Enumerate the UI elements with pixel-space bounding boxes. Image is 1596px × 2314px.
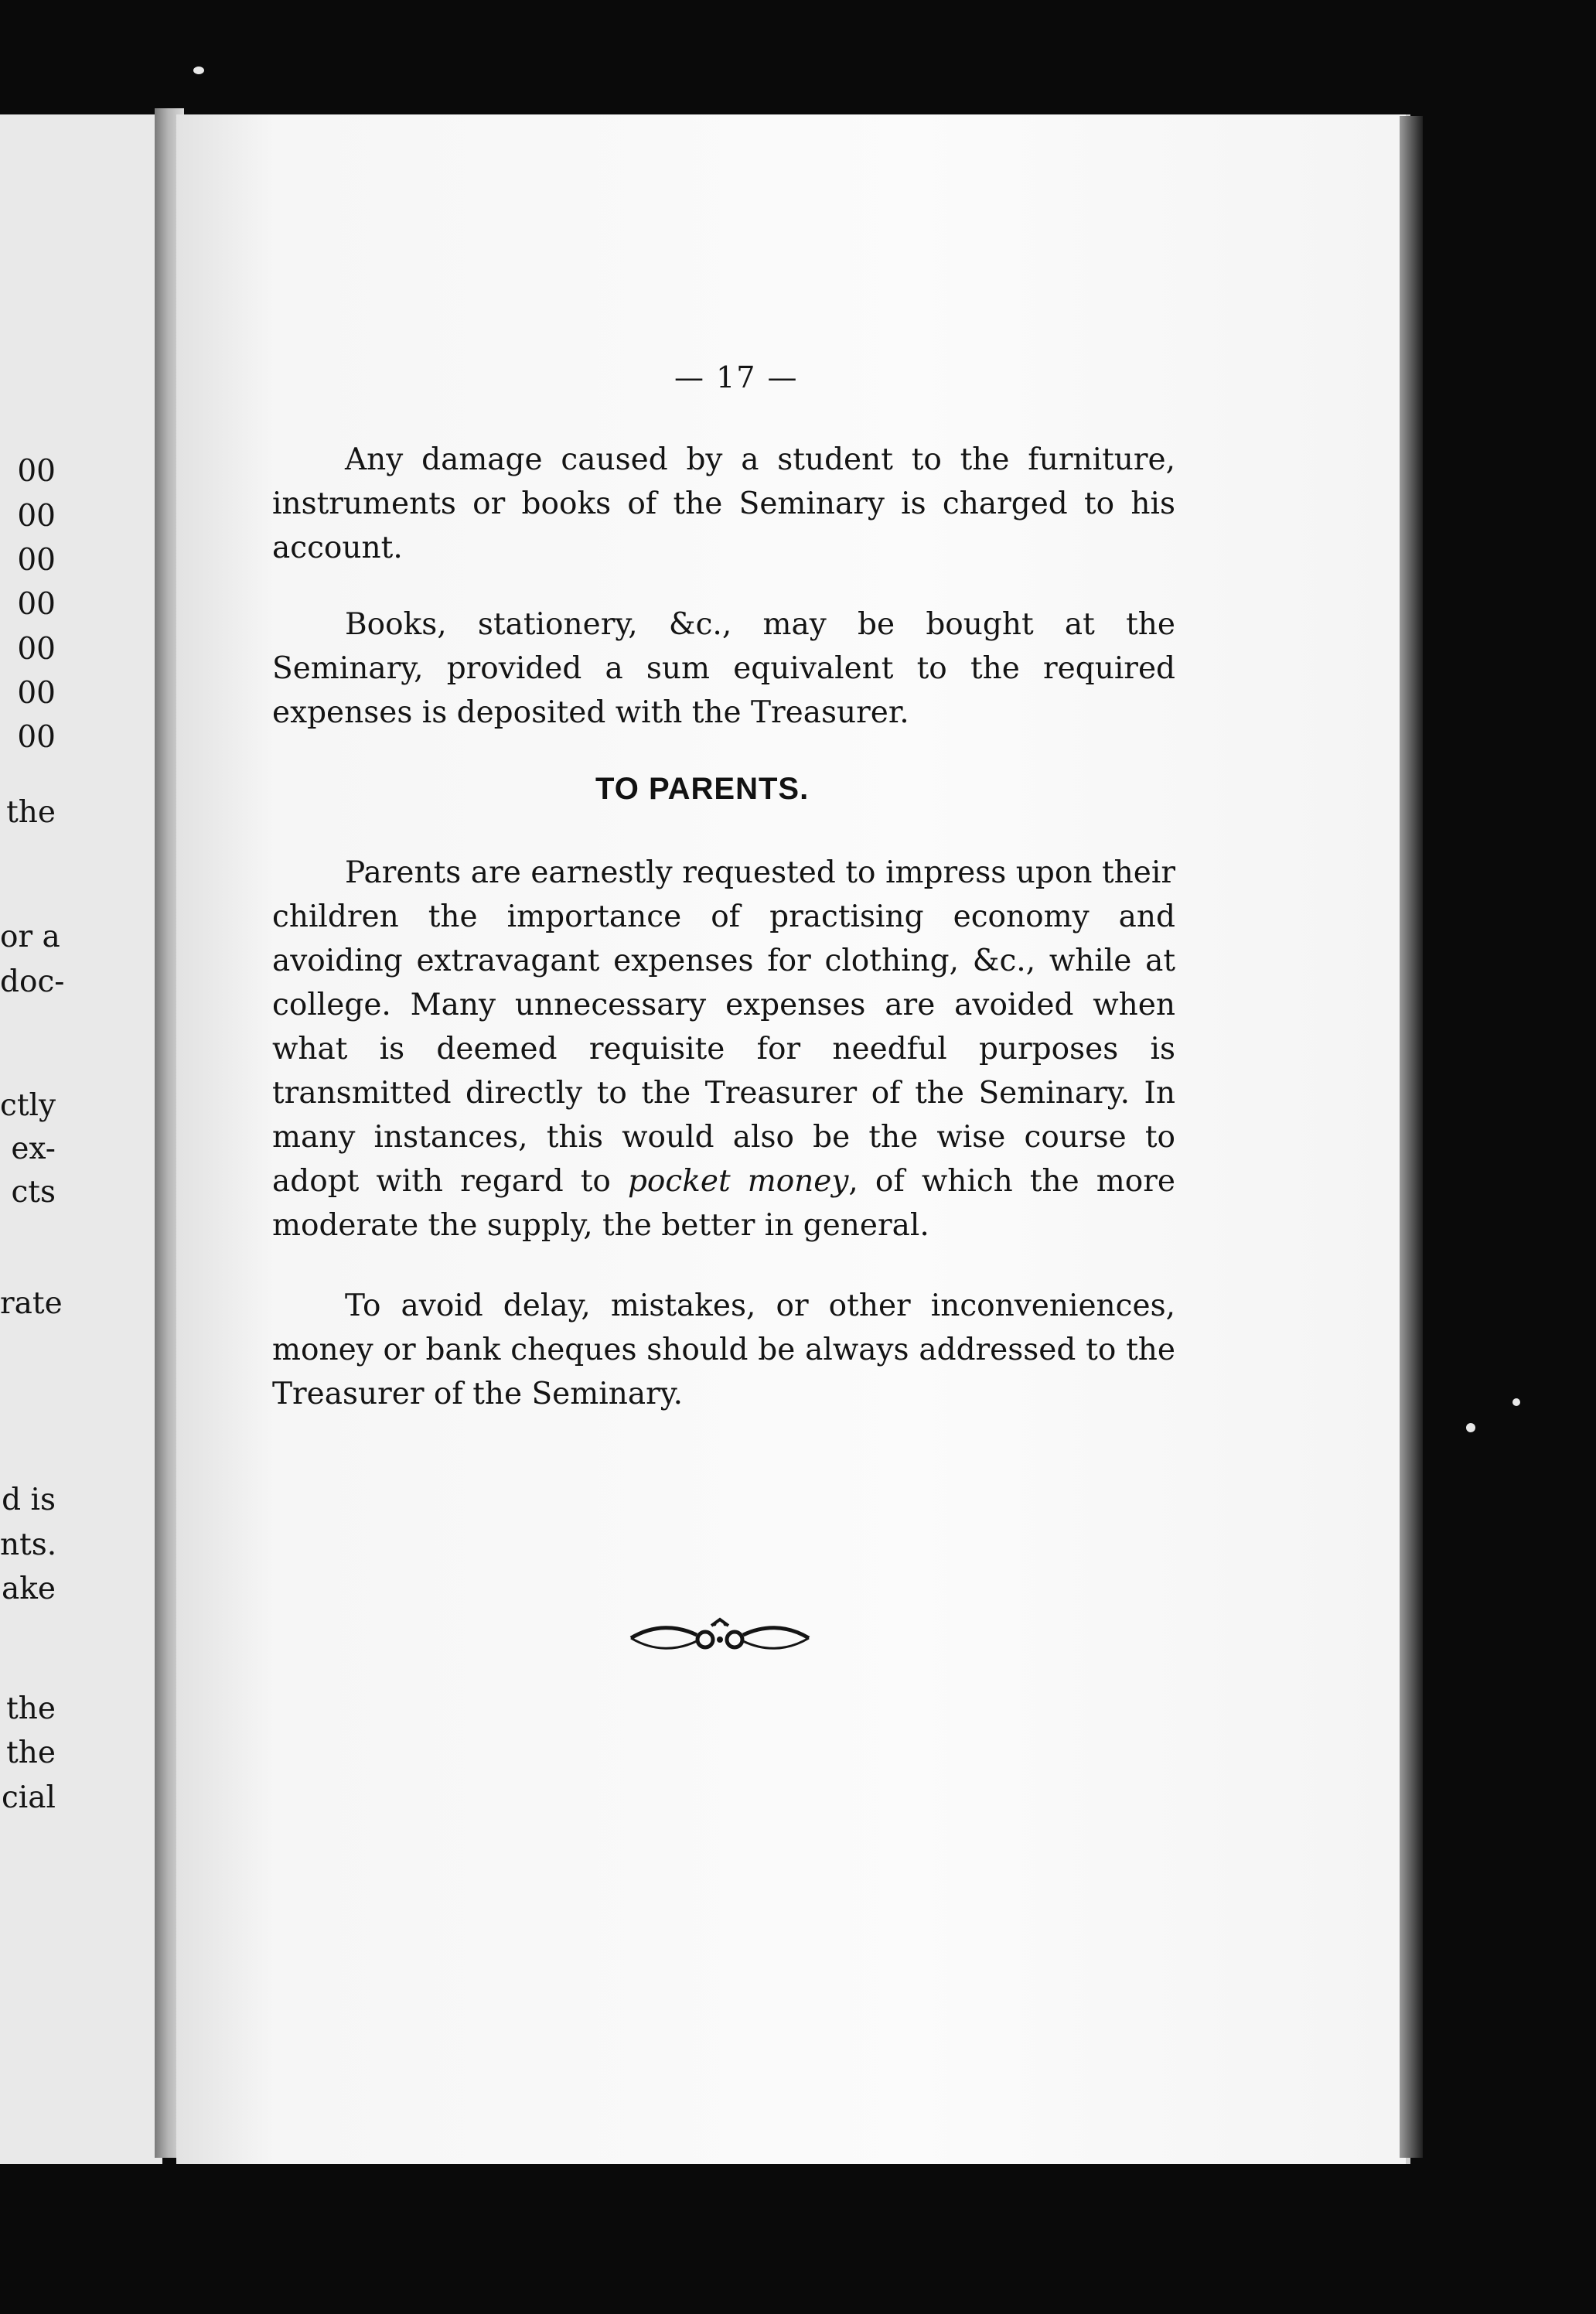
scroll-ornament-icon	[623, 1616, 817, 1660]
left-page-fragment: ex-	[11, 1131, 56, 1166]
left-page-fragment: 00	[17, 720, 56, 755]
parents-text-end: , of which the more moderate the supply, the better in general.	[272, 1164, 1175, 1243]
left-page-fragment: d is	[2, 1483, 56, 1517]
left-page-fragment: doc-	[0, 964, 65, 999]
to-parents-heading: TO PARENTS.	[595, 772, 810, 806]
damage-paragraph: Any damage caused by a student to the furniture, instruments or books of the Seminary is charged to his account.	[272, 442, 1175, 565]
books-paragraph: Books, stationery, &c., may be bought at the Seminary, provided a sum equivalent to the required expenses is deposited with the Treasurer.	[272, 607, 1175, 730]
parents-paragraph	[272, 851, 1175, 1247]
left-page-fragment: ctly	[0, 1088, 56, 1123]
left-page-fragment: 00	[17, 543, 56, 578]
page-edge-shadow	[1400, 116, 1423, 2158]
left-page-fragment: cts	[11, 1175, 56, 1210]
left-page-fragment: 00	[17, 454, 56, 489]
pocket-money-italic: pocket money	[627, 1164, 849, 1199]
left-page-fragment: the	[6, 1691, 56, 1726]
dust-speck	[1466, 1423, 1475, 1432]
left-page-fragment: the	[6, 795, 56, 830]
left-page-fragment: ake	[2, 1572, 56, 1606]
left-page-fragment: 00	[17, 587, 56, 622]
left-page-fragment: rate	[0, 1286, 63, 1321]
previous-page	[0, 114, 162, 2164]
parents-text: Parents are earnestly requested to impress upon their children the importance of practising economy and avoiding extravagant expenses for clothing, &c., while at college. Many unnecessary expenses are avoided when what is deemed requisite for needful purposes is transmitted directly to the Treasurer of the Seminary. In many instances, this would also be the wise course to adopt with regard to	[272, 855, 1175, 1199]
delay-paragraph: To avoid delay, mistakes, or other inconveniences, money or bank cheques should be always addressed to the Treasurer of the Seminary.	[272, 1288, 1175, 1411]
dust-speck	[193, 67, 204, 74]
left-page-fragment: 00	[17, 632, 56, 667]
left-page-fragment: 00	[17, 499, 56, 534]
left-page-fragment: the	[6, 1736, 56, 1770]
left-page-fragment: or a	[0, 920, 60, 954]
page-number: — 17 —	[674, 360, 799, 394]
left-page-fragment: 00	[17, 676, 56, 711]
left-page-fragment: nts.	[0, 1527, 57, 1562]
dust-speck	[1512, 1398, 1520, 1406]
left-page-fragment: cial	[1, 1780, 56, 1815]
